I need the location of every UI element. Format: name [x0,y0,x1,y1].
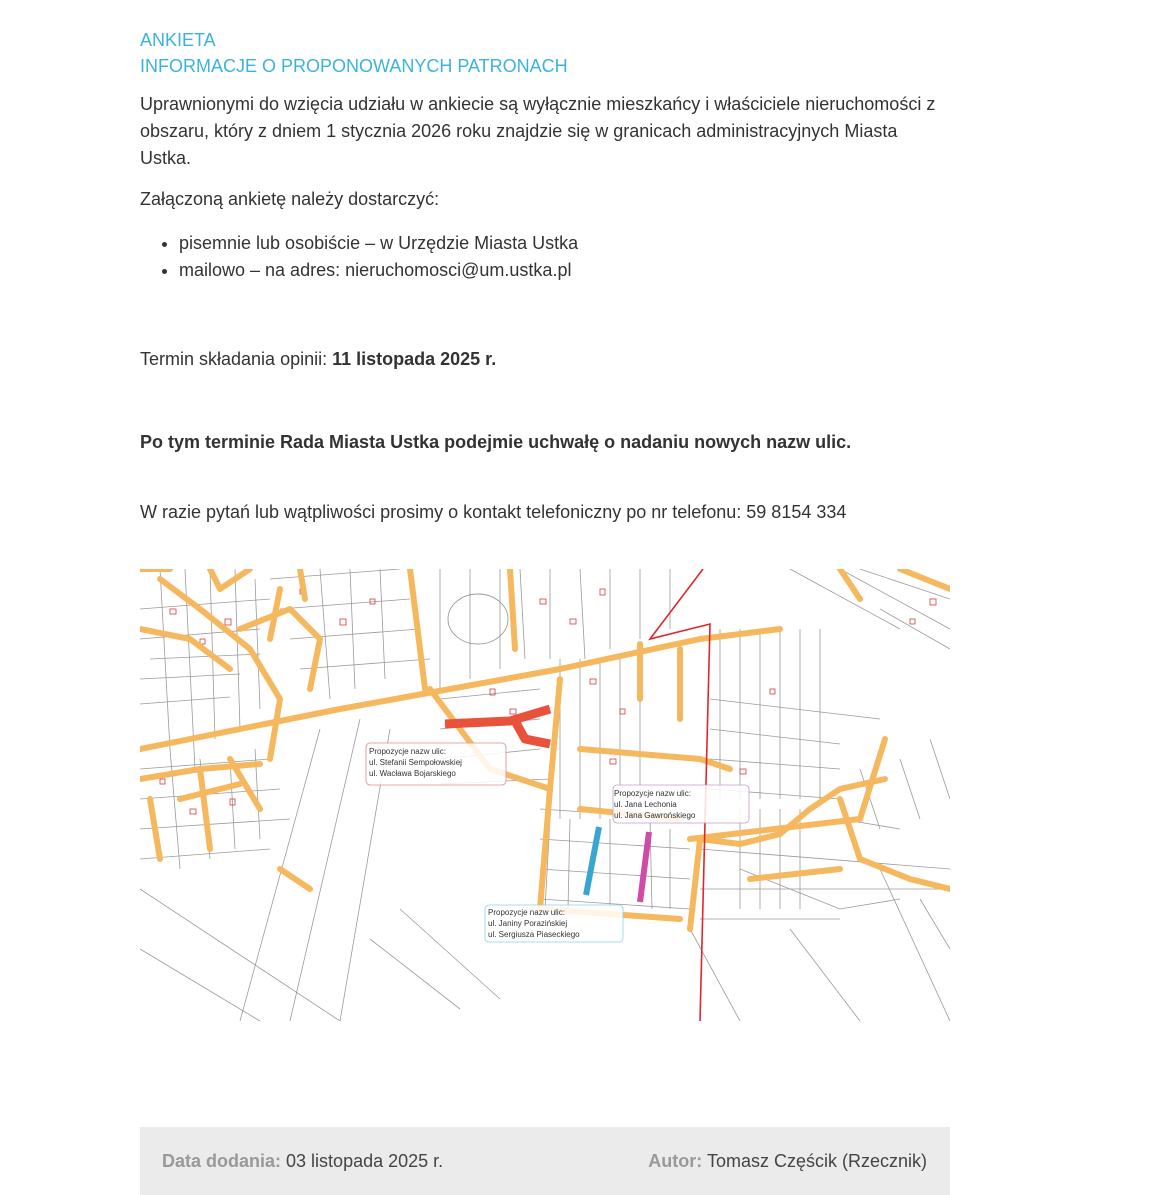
author-label: Autor: [648,1150,703,1171]
map-label-1-line2: ul. Wacława Bojarskiego [369,769,456,778]
article-footer [140,1127,950,1195]
patrons-info-link[interactable]: INFORMACJE O PROPONOWANYCH PATRONACH [140,56,568,76]
map-label-3-title: Propozycje nazw ulic: [488,908,565,917]
council-note: Po tym terminie Rada Miasta Ustka podejmie uchwałę o nadaniu nowych nazw ulic. [140,432,852,452]
contact-paragraph: W razie pytań lub wątpliwości prosimy o kontakt telefoniczny po nr telefonu: 59 8154 334 [140,502,847,522]
map-label-2-title: Propozycje nazw ulic: [614,789,691,798]
deadline-paragraph [140,346,950,373]
date-label: Data dodania: [162,1150,282,1171]
author-value: Tomasz Częścik (Rzecznik) [706,1150,927,1171]
author [648,1151,927,1172]
delivery-list [140,230,950,284]
map-label-2-line2: ul. Jana Gawrońskiego [614,811,696,820]
deliver-intro: Załączoną ankietę należy dostarczyć: [140,189,440,209]
map-label-1-line1: ul. Stefanii Sempołowskiej [369,758,462,767]
survey-link[interactable]: ANKIETA [140,30,216,50]
map-label-3-line2: ul. Sergiusza Piaseckiego [488,930,580,939]
date-added [162,1151,443,1172]
list-item: • pisemnie lub osobiście – w Urzędzie Miasta Ustka [179,230,950,257]
street-map-image [140,569,950,1021]
article-content [140,0,950,526]
eligibility-paragraph: Uprawnionymi do wzięcia udziału w ankiecie są wyłącznie mieszkańcy i właściciele nieruchomości z obszaru, który z dniem 1 stycznia 2026 roku znajdzie się w granicach administracyjnych Miasta Ustka. [140,94,936,168]
deadline-value: 11 listopada 2025 r. [332,349,497,369]
deadline-label: Termin składania opinii: [140,349,333,369]
map-label-2-line1: ul. Jana Lechonia [614,800,677,809]
date-value: 03 listopada 2025 r. [286,1150,444,1171]
list-item: • mailowo – na adres: nieruchomosci@um.ustka.pl [179,257,950,284]
map-label-3-line1: ul. Janiny Porazińskiej [488,919,568,928]
map-label-1-title: Propozycje nazw ulic: [369,747,446,756]
